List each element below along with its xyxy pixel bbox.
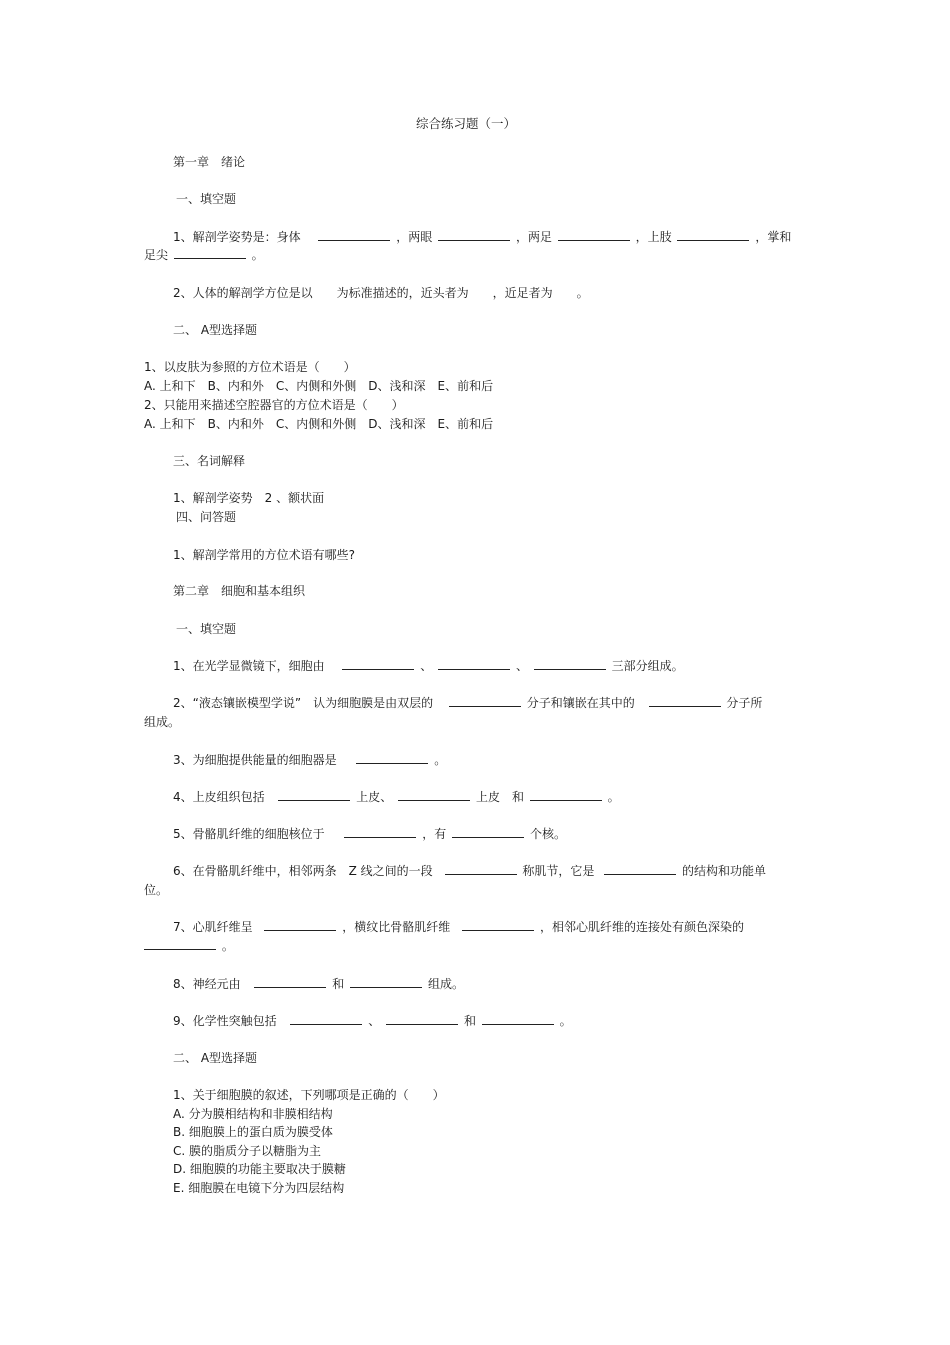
question-text: ，两足 xyxy=(515,230,552,244)
mc-options-1: A. 上和下 B、内和外 C、内侧和外侧 D、浅和深 E、前和后 xyxy=(144,379,494,393)
mc-question-2: 2、只能用来描述空腔器官的方位术语是（ ） xyxy=(144,398,404,412)
question-text: 的结构和功能单 xyxy=(682,864,767,878)
question-2-3 xyxy=(173,752,446,768)
answer-blank xyxy=(677,229,749,241)
question-text: 分子和镶嵌在其中的 xyxy=(526,696,635,710)
question-text: 称肌节，它是 xyxy=(522,864,595,878)
answer-blank xyxy=(462,919,534,931)
answer-blank xyxy=(398,789,470,801)
question-text: 分子所 xyxy=(726,696,763,710)
answer-blank xyxy=(386,1013,458,1025)
answer-blank xyxy=(144,938,216,950)
question-text: 5、骨骼肌纤维的细胞核位于 xyxy=(173,827,325,841)
section-qa: 四、问答题 xyxy=(176,510,237,524)
section-fill-blank-2: 一、填空题 xyxy=(176,622,237,636)
answer-blank xyxy=(649,695,721,707)
answer-blank xyxy=(342,658,414,670)
question-text: ，上肢 xyxy=(635,230,672,244)
answer-blank xyxy=(438,658,510,670)
question-text: 8、神经元由 xyxy=(173,977,241,991)
answer-blank xyxy=(482,1013,554,1025)
section-a-type-1: 二、 A型选择题 xyxy=(173,323,258,337)
question-1-1-cont xyxy=(144,247,264,263)
answer-blank xyxy=(356,752,428,764)
question-2-1 xyxy=(173,658,684,674)
question-text: 。 xyxy=(221,939,234,953)
answer-blank xyxy=(264,919,336,931)
question-text: 4、上皮组织包括 xyxy=(173,790,265,804)
answer-blank xyxy=(344,826,416,838)
answer-blank xyxy=(278,789,350,801)
answer-blank xyxy=(445,863,517,875)
question-2-8 xyxy=(173,976,464,992)
qa-question-1: 1、解剖学常用的方位术语有哪些? xyxy=(173,548,356,562)
question-text: 组成。 xyxy=(427,977,464,991)
mc-options-2: A. 上和下 B、内和外 C、内侧和外侧 D、浅和深 E、前和后 xyxy=(144,417,494,431)
answer-blank xyxy=(558,229,630,241)
question-text: 上皮 和 xyxy=(475,790,524,804)
mc-option-e: E. 细胞膜在电镜下分为四层结构 xyxy=(173,1181,345,1195)
section-terms: 三、名词解释 xyxy=(173,454,246,468)
section-fill-blank-1: 一、填空题 xyxy=(176,192,237,206)
question-text: 2、“液态镶嵌模型学说” 认为细胞膜是由双层的 xyxy=(173,696,434,710)
question-2-6 xyxy=(173,863,766,879)
page-title: 综合练习题（一） xyxy=(416,116,517,131)
question-text: 1、在光学显微镜下，细胞由 xyxy=(173,659,325,673)
question-text: 。 xyxy=(559,1014,572,1028)
question-text: 三部分组成。 xyxy=(611,659,684,673)
question-text: 个核。 xyxy=(529,827,566,841)
question-2-7 xyxy=(173,919,744,935)
chapter-1-heading: 第一章 绪论 xyxy=(173,155,246,169)
mc-question-2-1: 1、关于细胞膜的叙述，下列哪项是正确的（ ） xyxy=(173,1088,445,1102)
answer-blank xyxy=(452,826,524,838)
question-1-2: 2、人体的解剖学方位是以 为标准描述的，近头者为 ，近足者为 。 xyxy=(173,286,589,300)
question-text: ，有 xyxy=(422,827,447,841)
answer-blank xyxy=(449,695,521,707)
question-text: 9、化学性突触包括 xyxy=(173,1014,277,1028)
question-text: 。 xyxy=(434,753,447,767)
question-2-2 xyxy=(173,695,762,711)
mc-option-c: C. 膜的脂质分子以糖脂为主 xyxy=(173,1144,322,1158)
mc-option-a: A. 分为膜相结构和非膜相结构 xyxy=(173,1107,333,1121)
question-1-1 xyxy=(173,229,791,245)
answer-blank xyxy=(254,976,326,988)
question-text: 6、在骨骼肌纤维中，相邻两条 Z 线之间的一段 xyxy=(173,864,433,878)
question-text: 。 xyxy=(607,790,620,804)
question-text: 3、为细胞提供能量的细胞器是 xyxy=(173,753,337,767)
question-text: 足尖 xyxy=(144,248,169,262)
question-text: ，掌和 xyxy=(755,230,792,244)
answer-blank xyxy=(318,229,390,241)
question-text: 、 xyxy=(515,659,528,673)
mc-option-b: B. 细胞膜上的蛋白质为膜受体 xyxy=(173,1125,333,1139)
terms-list: 1、解剖学姿势 2 、额状面 xyxy=(173,491,325,505)
section-a-type-2: 二、 A型选择题 xyxy=(173,1051,258,1065)
answer-blank xyxy=(604,863,676,875)
question-text: ，横纹比骨骼肌纤维 xyxy=(342,920,451,934)
question-2-6-cont: 位。 xyxy=(144,883,169,897)
question-text: ，相邻心肌纤维的连接处有颜色深染的 xyxy=(539,920,744,934)
answer-blank xyxy=(530,789,602,801)
answer-blank xyxy=(438,229,510,241)
answer-blank xyxy=(174,247,246,259)
question-text: 上皮、 xyxy=(356,790,393,804)
chapter-2-heading: 第二章 细胞和基本组织 xyxy=(173,584,306,598)
question-text: 、 xyxy=(420,659,433,673)
answer-blank xyxy=(350,976,422,988)
question-2-7-cont xyxy=(144,938,234,954)
mc-option-d: D. 细胞膜的功能主要取决于膜糖 xyxy=(173,1162,346,1176)
question-text: 和 xyxy=(332,977,345,991)
question-text: 、 xyxy=(368,1014,381,1028)
question-text: 和 xyxy=(463,1014,476,1028)
question-2-9 xyxy=(173,1013,572,1029)
question-2-2-cont: 组成。 xyxy=(144,715,181,729)
question-2-5 xyxy=(173,826,566,842)
question-text: ，两眼 xyxy=(396,230,433,244)
question-text: 7、心肌纤维呈 xyxy=(173,920,253,934)
question-2-4 xyxy=(173,789,620,805)
answer-blank xyxy=(534,658,606,670)
answer-blank xyxy=(290,1013,362,1025)
question-text: 。 xyxy=(251,248,264,262)
mc-question-1: 1、以皮肤为参照的方位术语是（ ） xyxy=(144,360,356,374)
question-text: 1、解剖学姿势是：身体 xyxy=(173,230,301,244)
